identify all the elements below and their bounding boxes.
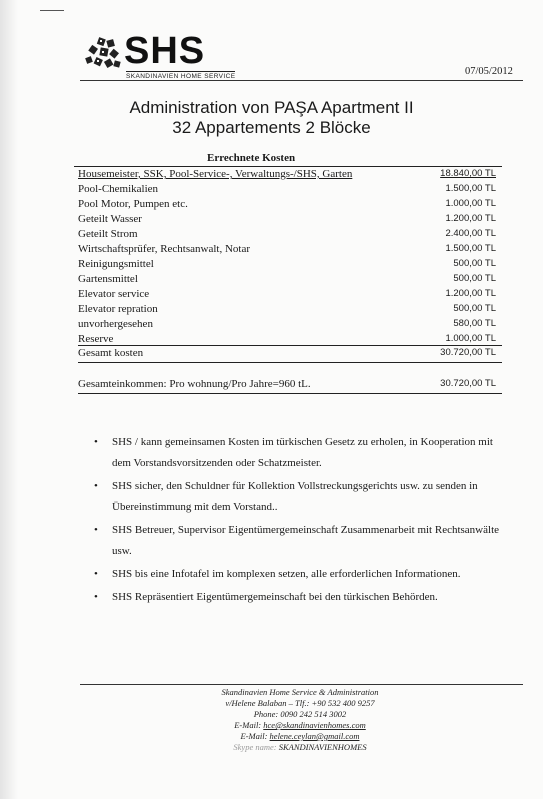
- cost-label: Elevator repration: [78, 303, 158, 315]
- cost-value: 500,00 TL: [453, 273, 496, 284]
- bullet-icon: •: [94, 568, 98, 580]
- cost-label: Housemeister, SSK, Pool-Service-, Verwaltungs-/SHS, Garten: [78, 168, 353, 180]
- services-list: [92, 432, 512, 610]
- cost-total-row: [78, 347, 502, 363]
- income-label: Gesamteinkommen: Pro wohnung/Pro Jahre=960 tL.: [78, 378, 311, 390]
- list-item: [92, 476, 512, 518]
- footer-email-1: [140, 720, 460, 731]
- list-item: [92, 564, 512, 585]
- cost-row: [78, 318, 502, 333]
- logo-text: SHS: [124, 30, 206, 72]
- cost-label: Wirtschaftsprüfer, Rechtsanwalt, Notar: [78, 243, 250, 255]
- footer-contact-person: v/Helene Balaban – Tlf.: +90 532 400 9257: [225, 698, 375, 708]
- footer-contact: [140, 687, 460, 753]
- email-label: E-Mail:: [240, 731, 270, 741]
- bullet-icon: •: [94, 591, 98, 603]
- cost-row: [78, 168, 502, 183]
- cost-value: 1.200,00 TL: [445, 213, 496, 224]
- list-item-text: SHS / kann gemeinsamen Kosten im türkischen Gesetz zu erholen, in Kooperation mit dem Vorstandsvorsitzenden oder Schatzmeister.: [112, 436, 493, 469]
- email-link[interactable]: helene.ceylan@gmail.com: [269, 731, 360, 741]
- document-date: 07/05/2012: [465, 66, 513, 77]
- header-divider: [80, 80, 523, 81]
- cost-row: [78, 273, 502, 288]
- cost-label: Reinigungsmittel: [78, 258, 154, 270]
- cost-row: [78, 243, 502, 258]
- cost-value: 18.840,00 TL: [440, 168, 496, 179]
- bullet-icon: •: [94, 524, 98, 536]
- email-label: E-Mail:: [234, 720, 264, 730]
- list-item-text: SHS bis eine Infotafel im komplexen setzen, alle erforderlichen Informationen.: [112, 568, 461, 580]
- cost-value: 500,00 TL: [453, 303, 496, 314]
- cost-label: Elevator service: [78, 288, 150, 300]
- cost-row: [78, 303, 502, 318]
- income-row: [78, 378, 502, 394]
- cost-label: Reserve: [78, 333, 114, 345]
- footer-skype: [140, 742, 460, 753]
- footer-divider: [80, 684, 523, 685]
- company-logo: [84, 30, 244, 84]
- cost-label: Gartensmittel: [78, 273, 138, 285]
- cost-value: 2.400,00 TL: [445, 228, 496, 239]
- list-item-text: SHS sicher, den Schuldner für Kollektion Vollstreckungsgerichts usw. zu senden in Übereinstimmung mit dem Vorstand..: [112, 480, 478, 513]
- email-link[interactable]: hce@skandinavienhomes.com: [263, 720, 366, 730]
- bullet-icon: •: [94, 436, 98, 448]
- cost-row: [78, 288, 502, 303]
- skype-name: SKANDINAVIENHOMES: [278, 742, 367, 752]
- skype-label: Skype name:: [233, 742, 279, 752]
- document-title: Administration von PAŞA Apartment II: [129, 98, 414, 117]
- footer-company: Skandinavien Home Service & Administration: [221, 687, 379, 697]
- cost-row: [78, 198, 502, 213]
- footer-phone: Phone: 0090 242 514 3002: [253, 709, 347, 719]
- bullet-icon: •: [94, 480, 98, 492]
- cost-value: 1.200,00 TL: [445, 288, 496, 299]
- list-item-text: SHS Repräsentiert Eigentümergemeinschaft bei den türkischen Behörden.: [112, 591, 438, 603]
- cost-value: 1.500,00 TL: [445, 183, 496, 194]
- list-item: [92, 520, 512, 562]
- cost-label: Geteilt Wasser: [78, 213, 142, 225]
- logo-cubes-icon: [84, 36, 124, 72]
- list-item: [92, 432, 512, 474]
- total-divider: [78, 345, 502, 346]
- total-label: Gesamt kosten: [78, 347, 144, 359]
- cost-value: 1.500,00 TL: [445, 243, 496, 254]
- cost-label: unvorhergesehen: [78, 318, 153, 330]
- costs-heading-rule: [74, 166, 502, 167]
- costs-heading: Errechnete Kosten: [207, 152, 296, 164]
- cost-value: 580,00 TL: [453, 318, 496, 329]
- cost-label: Pool Motor, Pumpen etc.: [78, 198, 188, 210]
- cost-row: [78, 183, 502, 198]
- cost-label: Geteilt Strom: [78, 228, 138, 240]
- document-subtitle: 32 Appartements 2 Blöcke: [172, 118, 371, 137]
- cost-row: [78, 228, 502, 243]
- list-item-text: SHS Betreuer, Supervisor Eigentümergemeinschaft Zusammenarbeit mit Rechtsanwälte usw.: [112, 524, 500, 557]
- logo-subtitle: SKANDINAVIEN HOME SERVICE: [126, 73, 236, 80]
- cost-label: Pool-Chemikalien: [78, 183, 159, 195]
- scan-mark: [40, 10, 64, 11]
- cost-value: 1.000,00 TL: [445, 333, 496, 344]
- cost-row: [78, 258, 502, 273]
- cost-value: 1.000,00 TL: [445, 198, 496, 209]
- footer-email-2: [140, 731, 460, 742]
- income-value: 30.720,00 TL: [440, 378, 496, 389]
- cost-value: 500,00 TL: [453, 258, 496, 269]
- total-value: 30.720,00 TL: [440, 347, 496, 358]
- list-item: [92, 587, 512, 608]
- cost-row: [78, 213, 502, 228]
